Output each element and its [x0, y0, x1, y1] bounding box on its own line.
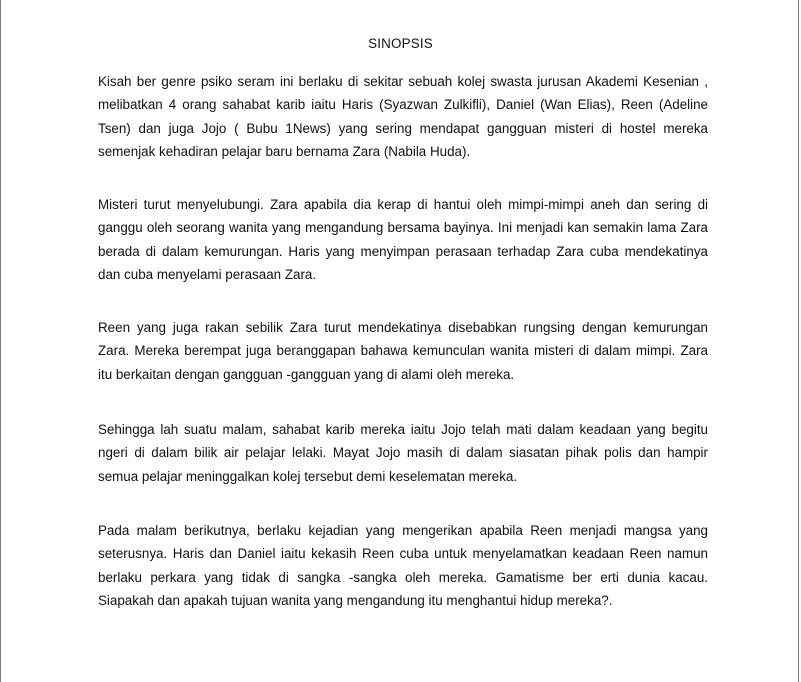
paragraph-line: semua pelajar meninggalkan kolej tersebut demi keselematan mereka.: [98, 468, 518, 484]
paragraph-line: Zara. Mereka berempat juga beranggapan bahawa kemunculan wanita misteri di dalam mimpi. Zara: [98, 343, 708, 359]
paragraph-1: [98, 70, 708, 163]
paragraph-line: Pada malam berikutnya, berlaku kejadian yang mengerikan apabila Reen menjadi mangsa yang: [98, 523, 708, 538]
paragraph-line: Misteri turut menyelubungi. Zara apabila dia kerap di hantui oleh mimpi-mimpi aneh dan sering di: [98, 197, 708, 212]
document-title: SINOPSIS: [368, 36, 433, 51]
paragraph-2: [98, 193, 708, 286]
paragraph-4: [98, 418, 708, 488]
paragraph-line: Tsen) dan juga Jojo ( Bubu 1News) yang sering mendapat gangguan misteri di hostel mereka: [98, 120, 708, 136]
paragraph-line: Reen yang juga rakan sebilik Zara turut mendekatinya disebabkan rungsing dengan kemurungan: [98, 320, 708, 335]
paragraph-line: Kisah ber genre psiko seram ini berlaku di sekitar sebuah kolej swasta jurusan Akademi Kesenian ,: [98, 74, 708, 89]
paragraph-line: berada di dalam kemurungan. Haris yang menyimpan perasaan terhadap Zara cuba mendekatinya: [98, 243, 708, 259]
paragraph-line: ngeri di dalam bilik air pelajar lelaki. Mayat Jojo masih di dalam siasatan pihak polis dan hampir: [98, 445, 708, 461]
paragraph-line: dan cuba menyelami perasaan Zara.: [98, 266, 317, 282]
paragraph-line: itu berkaitan dengan gangguan -gangguan yang di alami oleh mereka.: [98, 366, 515, 382]
paragraph-line: Siapakah dan apakah tujuan wanita yang mengandung itu menghantui hidup mereka?.: [98, 592, 613, 608]
paragraph-line: seterusnya. Haris dan Daniel iaitu kekasih Reen cuba untuk menyelamatkan keadaan Reen namun: [98, 546, 708, 562]
paragraph-5: [98, 519, 708, 612]
paragraph-line: melibatkan 4 orang sahabat karib iaitu Haris (Syazwan Zulkifli), Daniel (Wan Elias), Reen (Adeline: [98, 97, 708, 113]
paragraph-line: semenjak kehadiran pelajar baru bernama Zara (Nabila Huda).: [98, 143, 471, 159]
paragraph-line: Sehingga lah suatu malam, sahabat karib mereka iaitu Jojo telah mati dalam keadaan yang begitu: [98, 422, 708, 437]
paragraph-line: berlaku perkara yang tidak di sangka -sangka oleh mereka. Gamatisme ber erti dunia kacau.: [98, 569, 708, 585]
paragraph-line: ganggu oleh seorang wanita yang mengandung bersama bayinya. Ini menjadi kan semakin lama Zara: [98, 220, 708, 236]
paragraph-3: [98, 316, 708, 386]
